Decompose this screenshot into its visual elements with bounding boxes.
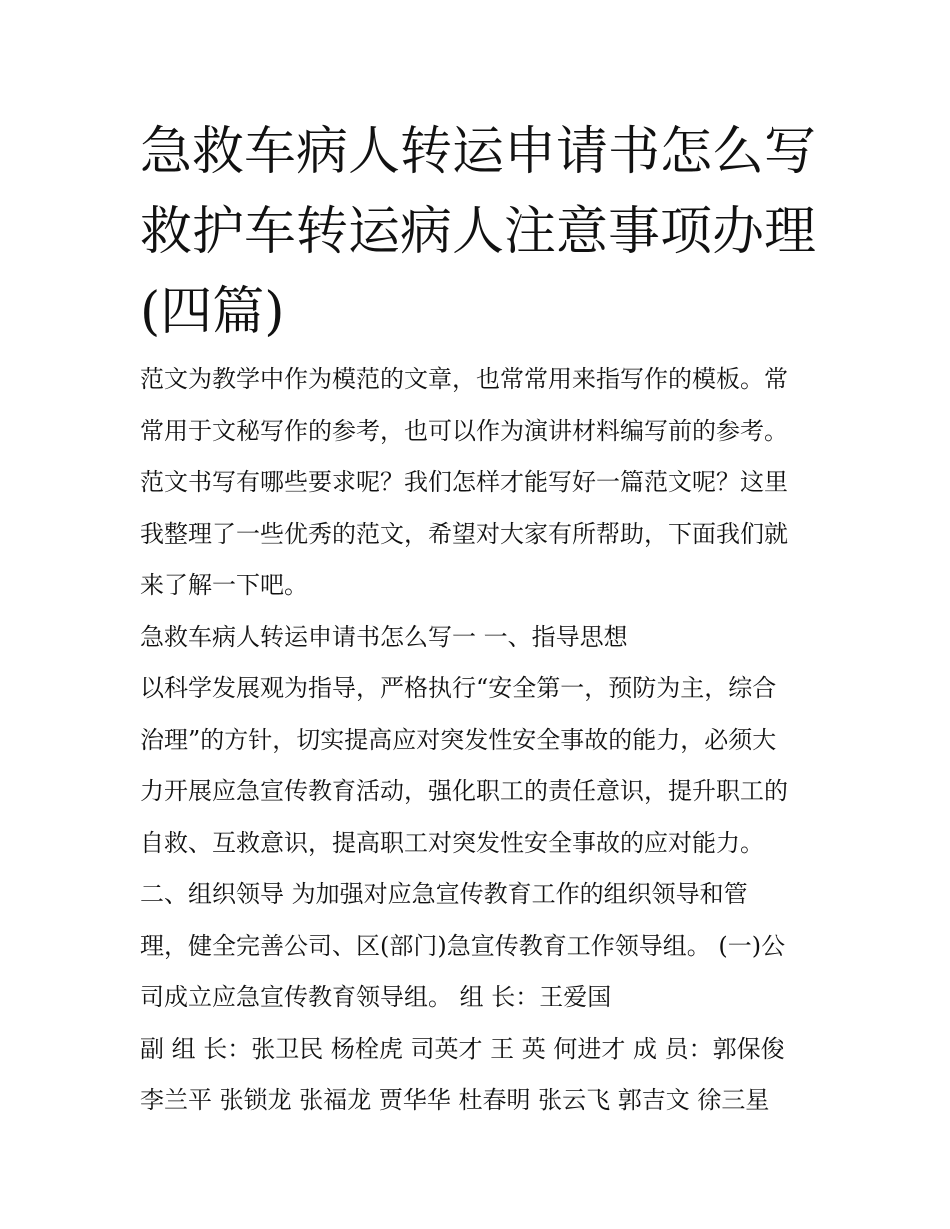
body-line: 司成立应急宣传教育领导组。 组 长：王爱国 xyxy=(140,983,612,1011)
title-line: (四篇) xyxy=(140,282,285,342)
body-line: 范文书写有哪些要求呢？我们怎样才能写好一篇范文呢？这里 xyxy=(140,468,788,496)
body-line: 自救、互救意识，提高职工对突发性安全事故的应对能力。 xyxy=(140,828,764,857)
body-line: 范文为教学中作为模范的文章，也常常用来指写作的模板。常 xyxy=(140,365,788,393)
body-line: 二、组织领导 为加强对应急宣传教育工作的组织领导和管 xyxy=(140,880,748,908)
section-heading-line: 急救车病人转运申请书怎么写一 一、指导思想 xyxy=(140,622,628,651)
body-line: 副 组 长：张卫民 杨栓虎 司英才 王 英 何进才 成 员：郭保俊 xyxy=(140,1034,785,1063)
body-line: 李兰平 张锁龙 张福龙 贾华华 杜春明 张云飞 郭吉文 徐三星 xyxy=(140,1086,770,1114)
body-line: 理，健全完善公司、区(部门)急宣传教育工作领导组。 (一)公 xyxy=(140,931,786,960)
document-title xyxy=(140,112,820,352)
body-line: 我整理了一些优秀的范文，希望对大家有所帮助，下面我们就 xyxy=(140,519,788,548)
body-line: 以科学发展观为指导，严格执行“安全第一，预防为主，综合 xyxy=(140,674,777,702)
body-line: 治理”的方针，切实提高应对突发性安全事故的能力，必须大 xyxy=(140,725,777,754)
title-line: 救护车转运病人注意事项办理 xyxy=(140,202,817,262)
body-line: 来了解一下吧。 xyxy=(140,571,308,599)
title-line: 急救车病人转运申请书怎么写 xyxy=(140,122,817,182)
document-body xyxy=(140,354,820,1127)
body-line: 力开展应急宣传教育活动，强化职工的责任意识，提升职工的 xyxy=(140,777,788,805)
body-line: 常用于文秘写作的参考，也可以作为演讲材料编写前的参考。 xyxy=(140,416,788,445)
